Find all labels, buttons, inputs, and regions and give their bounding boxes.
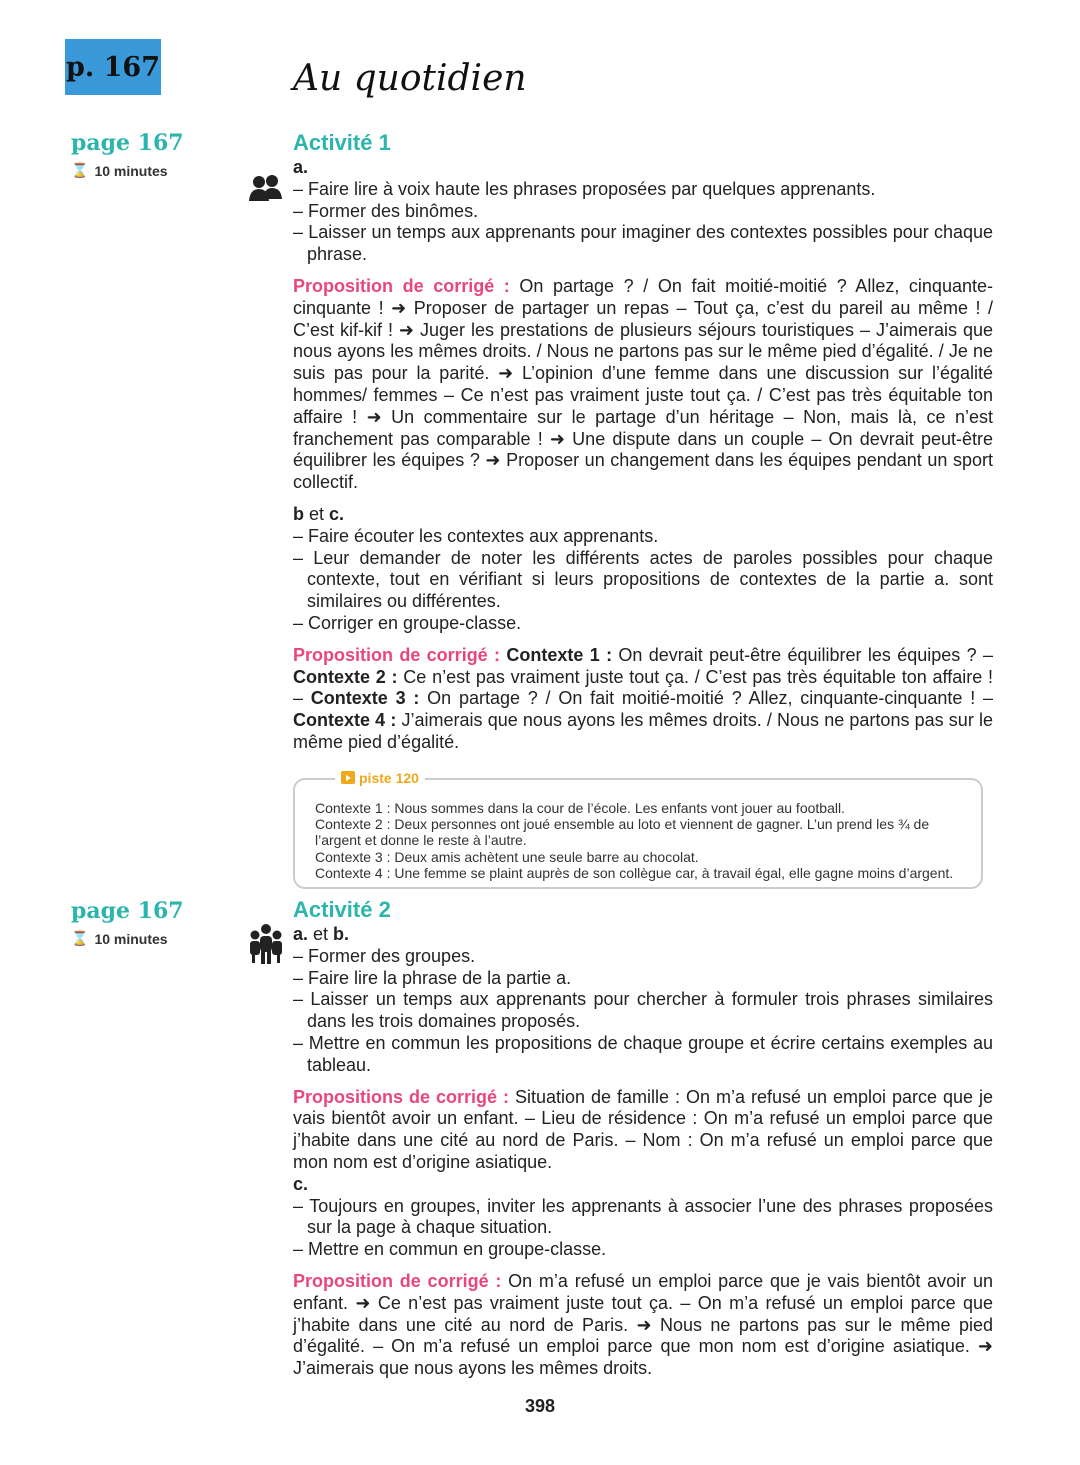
list-item: – Toujours en groupes, inviter les apprenants à associer l’une des phrases proposées sur la page à chaque situation. — [293, 1195, 993, 1238]
list-item: – Former des binômes. — [293, 200, 479, 221]
section-meta-2 — [71, 898, 184, 947]
audio-track-button[interactable]: piste 120 — [335, 770, 425, 786]
answer-key: Proposition de corrigé : On m’a refusé un emploi parce que je vais bientôt avoir un enfant. ➜ Ce n’est pas vraiment juste tout ça. – On m’a refusé un emploi parce que j’habite dans une cité au nord de Paris. ➜ Nous ne partons pas sur le même pied d’égalité. – On m’a refusé un emploi parce que mon nom est d’origine asiatique. ➜ J’aimerais que nous ayons les mêmes droits. — [293, 1270, 993, 1379]
part-label: a. et b. — [293, 924, 350, 944]
page-badge: p. 167 — [65, 39, 161, 95]
hourglass-icon: ⌛ — [71, 162, 89, 178]
part-label: a. — [293, 157, 309, 177]
list-item: – Former des groupes. — [293, 945, 476, 966]
answer-key: Proposition de corrigé : On partage ? / On fait moitié-moitié ? Allez, cinquante-cinquante ! ➜ Proposer de partager un repas – Tout ça, c’est du pareil au même ! / C’est kif-kif ! ➜ Juger les prestations de plusieurs séjours touristiques – J’aimerais que nous ayons les mêmes droits. / Nous ne partons pas sur le même pied d’égalité. / Je ne suis pas pour la parité. ➜ L’opinion d’une femme dans une discussion sur l’égalité hommes/ femmes – Ce n’est pas vraiment juste tout ça. / C’est pas très équitable ton affaire ! ➜ Un commentaire sur le partage d’un héritage – Non, mais là, ce n’est franchement pas comparable ! ➜ Une dispute dans un couple – On devrait peut-être équilibrer les équipes ? ➜ Proposer un changement dans les équipes pendant un sport collectif. — [293, 275, 993, 493]
hourglass-icon: ⌛ — [71, 930, 89, 946]
list-item: – Laisser un temps aux apprenants pour chercher à formuler trois phrases similaires dans les trois domaines proposés. — [293, 989, 993, 1032]
section-meta-1 — [71, 130, 184, 179]
answer-key: Propositions de corrigé : Situation de famille : On m’a refusé un emploi parce que je vais bientôt avoir un enfant. – Lieu de résidence : On m’a refusé un emploi parce que j’habite dans une cité au nord de Paris. – Nom : On m’a refusé un emploi parce que mon nom est d’origine asiatique. — [293, 1086, 994, 1172]
transcript-line: Contexte 3 : Deux amis achètent une seule barre au chocolat. — [315, 848, 699, 865]
list-item: – Laisser un temps aux apprenants pour imaginer des contextes possibles pour chaque phrase. — [293, 222, 993, 265]
transcript-line: Contexte 4 : Une femme se plaint auprès de son collègue car, à travail égal, elle gagne moins d’argent. — [315, 864, 954, 881]
answer-key: Proposition de corrigé : Contexte 1 : On devrait peut-être équilibrer les équipes ? – Contexte 2 : Ce n’est pas vraiment juste tout ça. / C’est pas très équitable ton affaire ! – Contexte 3 : On partage ? / On fait moitié-moitié ? Allez, cinquante-cinquante ! – Contexte 4 : J’aimerais que nous ayons les mêmes droits. / Nous ne partons pas sur le même pied d’égalité. — [293, 644, 993, 752]
list-item: – Faire lire la phrase de la partie a. — [293, 967, 572, 988]
duration: 10 minutes — [94, 930, 168, 947]
pair-work-icon — [249, 175, 283, 201]
transcript-line: Contexte 1 : Nous sommes dans la cour de l’école. Les enfants vont jouer au football. — [315, 799, 845, 816]
activity-heading: Activité 2 — [293, 897, 391, 922]
play-icon — [341, 771, 355, 784]
activity-heading: Activité 1 — [293, 130, 391, 155]
page-reference: page 167 — [71, 130, 184, 156]
part-label: b et c. — [293, 503, 345, 524]
list-item: – Mettre en commun en groupe-classe. — [293, 1239, 607, 1260]
activity-1 — [293, 129, 993, 889]
audio-transcript-box — [293, 769, 983, 889]
list-item: – Faire lire à voix haute les phrases proposées par quelques apprenants. — [293, 178, 876, 199]
activity-2 — [293, 896, 993, 1380]
list-item: – Corriger en groupe-classe. — [293, 612, 522, 633]
list-item: – Mettre en commun les propositions de chaque groupe et écrire certains exemples au tableau. — [293, 1032, 993, 1075]
page-title: Au quotidien — [293, 58, 527, 99]
duration: 10 minutes — [94, 162, 168, 179]
list-item: – Faire écouter les contextes aux apprenants. — [293, 525, 659, 546]
transcript-line: Contexte 2 : Deux personnes ont joué ensemble au loto et viennent de gagner. L’un prend les ¾ de l’argent et donne le reste à l’autre. — [315, 816, 930, 849]
part-label: c. — [293, 1173, 309, 1194]
page-number: 398 — [524, 1396, 556, 1416]
group-work-icon — [249, 924, 283, 964]
list-item: – Leur demander de noter les différents actes de paroles possibles pour chaque contexte, tout en vérifiant si leurs propositions de contextes de la partie a. sont similaires ou différentes. — [293, 547, 993, 612]
page-reference: page 167 — [71, 898, 184, 924]
